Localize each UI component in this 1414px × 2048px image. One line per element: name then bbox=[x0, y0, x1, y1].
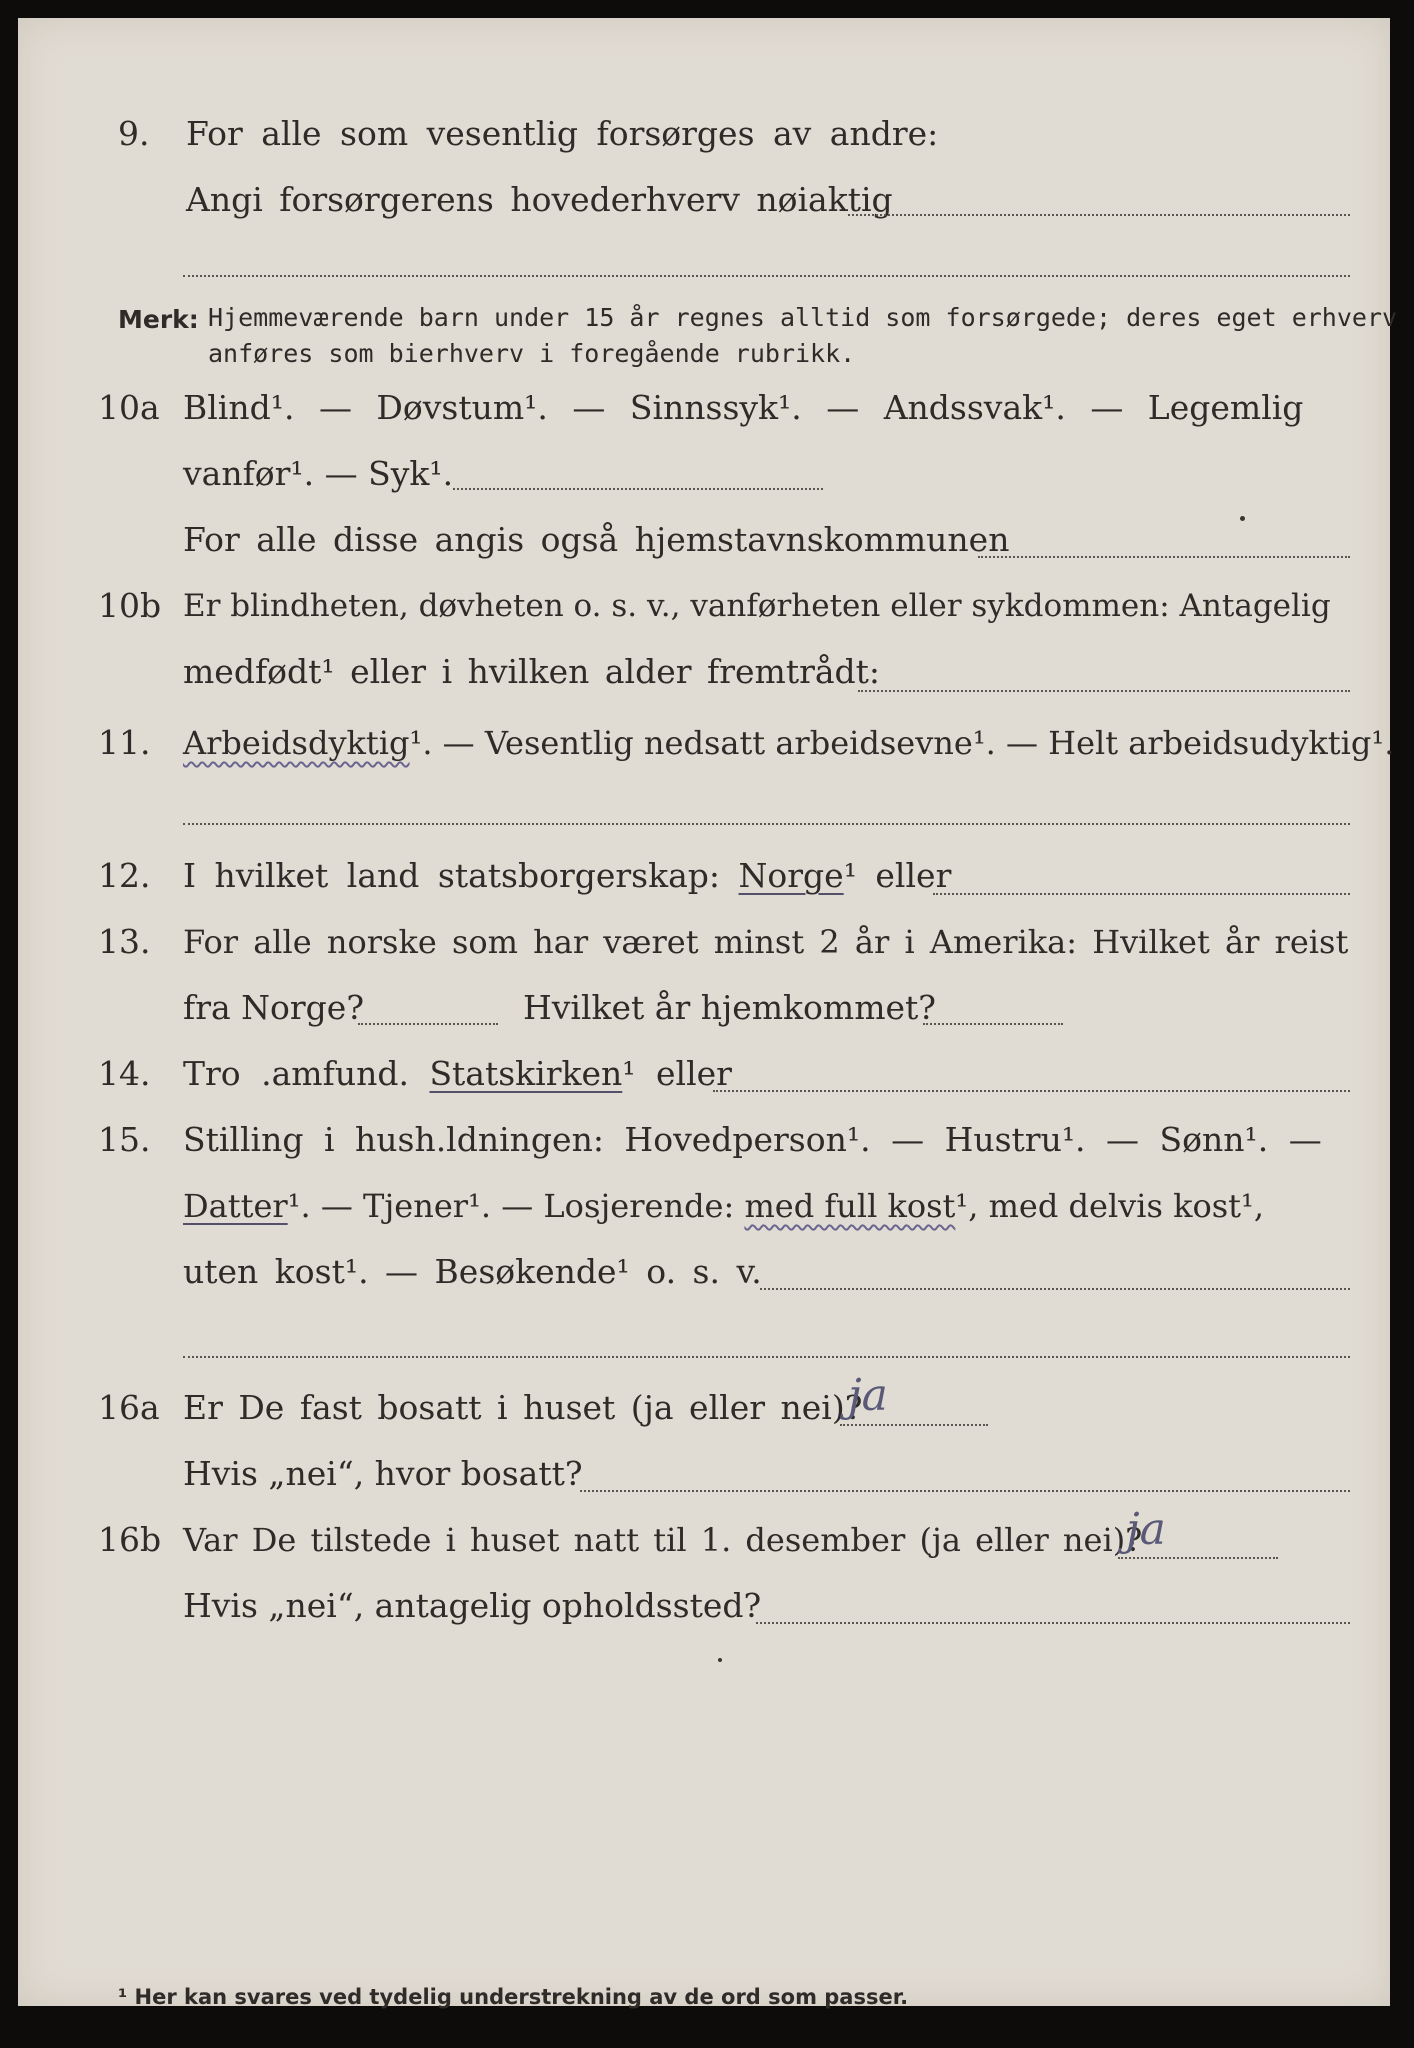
q14-option-statskirken: Statskirken bbox=[429, 1054, 623, 1093]
q16b-answer-line-2 bbox=[756, 1622, 1350, 1624]
q13-line2b: Hvilket år hjemkommet? bbox=[523, 988, 936, 1027]
q16a-handwritten-answer: ja bbox=[848, 1370, 888, 1421]
q10b-line2: medfødt¹ eller i hvilken alder fremtrådt: bbox=[183, 652, 881, 691]
q13-line2a: fra Norge? bbox=[183, 988, 365, 1027]
ink-speck bbox=[718, 1658, 722, 1662]
q11-line bbox=[183, 723, 1394, 763]
q12-pre: I hvilket land statsborgerskap: bbox=[183, 856, 721, 895]
q9-answer-line bbox=[848, 214, 1350, 216]
merk-line2: anføres som bierhverv i foregående rubrikk. bbox=[208, 339, 856, 368]
q10a-answer-line-2 bbox=[978, 556, 1350, 558]
q15-number: 15. bbox=[98, 1120, 151, 1159]
q15-line1: Stilling i hush.ldningen: Hovedperson¹. — Hustru¹. — Sønn¹. — bbox=[183, 1120, 1322, 1159]
ink-speck bbox=[1240, 516, 1245, 521]
footnote: ¹ Her kan svares ved tydelig understrekning av de ord som passer. bbox=[118, 1985, 909, 2009]
q11-answer-line bbox=[183, 823, 1350, 825]
q13-answer-line-b bbox=[923, 1023, 1063, 1025]
q15-line3: uten kost¹. — Besøkende¹ o. s. v. bbox=[183, 1252, 762, 1291]
q13-number: 13. bbox=[98, 922, 151, 961]
q16b-line2: Hvis „nei“, antagelig opholdssted? bbox=[183, 1586, 762, 1625]
q15-answer-line-2 bbox=[183, 1356, 1350, 1358]
q10b-line1: Er blindheten, døvheten o. s. v., vanførheten eller sykdommen: Antagelig bbox=[183, 588, 1331, 624]
q13-answer-line-a bbox=[358, 1023, 498, 1025]
q14-post: ¹ eller bbox=[622, 1054, 732, 1093]
q14-answer-line bbox=[713, 1090, 1350, 1092]
q10a-answer-line bbox=[453, 488, 823, 490]
q15-line2 bbox=[183, 1186, 1264, 1226]
q14-line bbox=[183, 1054, 732, 1094]
q16a-answer-line bbox=[840, 1424, 988, 1426]
q9-number: 9. bbox=[118, 114, 150, 153]
q15-answer-line bbox=[760, 1288, 1350, 1290]
census-form-page bbox=[18, 18, 1398, 2009]
q12-answer-line bbox=[933, 893, 1350, 895]
q10a-line1: Blind¹. — Døvstum¹. — Sinnssyk¹. — Andssvak¹. — Legemlig bbox=[183, 388, 1304, 427]
q11-option-arbeidsdyktig: Arbeidsdyktig bbox=[183, 724, 410, 762]
q10a-number: 10a bbox=[98, 388, 160, 427]
merk-line1: Hjemmeværende barn under 15 år regnes alltid som forsørgede; deres eget erhverv bbox=[208, 303, 1398, 332]
q15-mid: ¹. — Tjener¹. — Losjerende: bbox=[287, 1187, 735, 1225]
q15-option-datter: Datter bbox=[183, 1187, 288, 1225]
q11-rest: ¹. — Vesentlig nedsatt arbeidsevne¹. — Helt arbeidsudyktig¹. bbox=[409, 724, 1395, 762]
q15-post: ¹, med delvis kost¹, bbox=[955, 1187, 1265, 1225]
q16b-line1: Var De tilstede i huset natt til 1. desember (ja eller nei)? bbox=[183, 1521, 1143, 1559]
q16a-line2: Hvis „nei“, hvor bosatt? bbox=[183, 1454, 583, 1493]
q16b-answer-line bbox=[1118, 1557, 1278, 1559]
q16a-line1: Er De fast bosatt i huset (ja eller nei)? bbox=[183, 1388, 863, 1427]
q11-number: 11. bbox=[98, 723, 151, 762]
q14-pre: Tro .amfund. bbox=[183, 1054, 409, 1093]
q10b-number: 10b bbox=[98, 586, 162, 625]
q14-number: 14. bbox=[98, 1054, 151, 1093]
q16a-number: 16a bbox=[98, 1388, 160, 1427]
q12-line bbox=[183, 856, 951, 896]
merk-label: Merk: bbox=[118, 305, 199, 334]
q12-option-norge: Norge bbox=[738, 856, 844, 895]
q13-line1: For alle norske som har været minst 2 år i Amerika: Hvilket år reist bbox=[183, 923, 1349, 961]
q16a-answer-line-2 bbox=[580, 1490, 1350, 1492]
q9-line1: For alle som vesentlig forsørges av andre: bbox=[186, 114, 939, 153]
q12-number: 12. bbox=[98, 856, 151, 895]
q15-option-med-full-kost: med full kost bbox=[744, 1187, 956, 1225]
q12-post: ¹ eller bbox=[843, 856, 952, 895]
q10a-line3: For alle disse angis også hjemstavnskommunen bbox=[183, 520, 1010, 559]
q10a-line2: vanfør¹. — Syk¹. bbox=[183, 454, 454, 493]
q9-line2: Angi forsørgerens hovederhverv nøiaktig bbox=[186, 180, 893, 219]
q16b-number: 16b bbox=[98, 1520, 162, 1559]
q9-answer-line-2 bbox=[183, 275, 1350, 277]
q10b-answer-line bbox=[858, 690, 1350, 692]
q16b-handwritten-answer: ja bbox=[1126, 1504, 1166, 1555]
